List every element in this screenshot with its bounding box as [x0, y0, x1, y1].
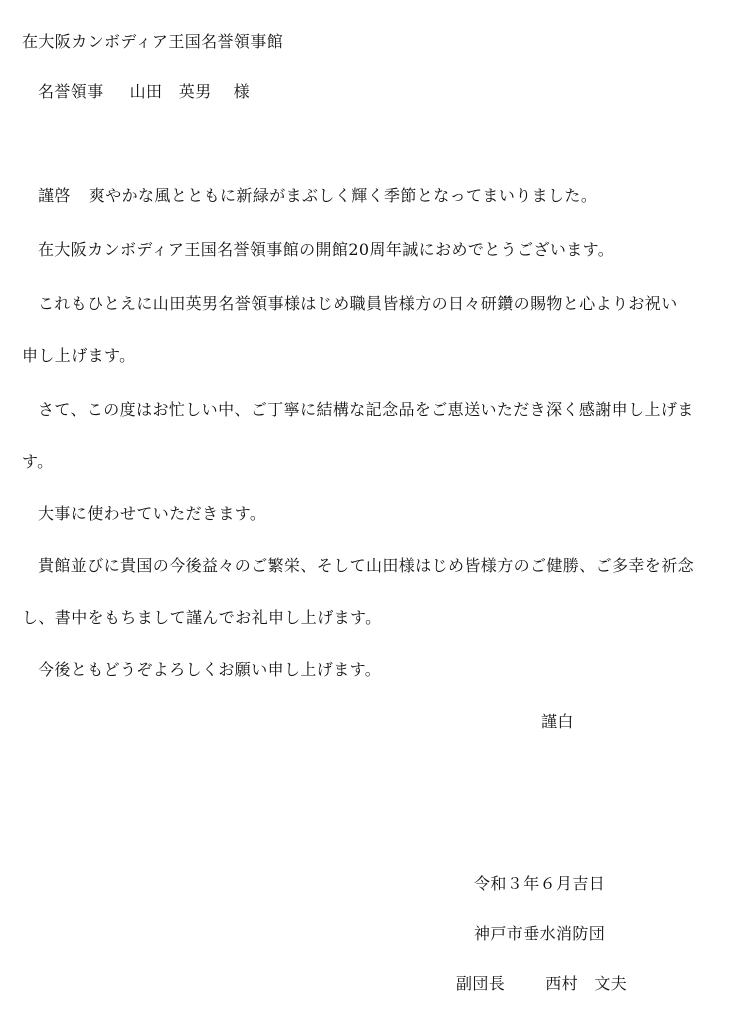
recipient-line: [38, 82, 250, 102]
recipient-honorific: 様: [233, 82, 251, 101]
recipient-org: 在大阪カンボディア王国名誉領事館: [22, 32, 284, 51]
body-line: 今後ともどうぞよろしくお願い申し上げます。: [38, 660, 382, 679]
body-line: し、書中をもちまして謹んでお礼申し上げます。: [22, 608, 382, 627]
recipient-name: 山田 英男: [129, 82, 212, 101]
body-line: 貴館並びに貴国の今後益々のご繁栄、そして山田様はじめ皆様方のご健勝、ご多幸を祈念: [38, 556, 695, 575]
greeting-text: 爽やかな風とともに新緑がまぶしく輝く季節となってまいりました。: [88, 186, 598, 205]
recipient-title: 名誉領事: [38, 82, 104, 101]
signature-date: 令和３年６月吉日: [474, 874, 606, 893]
closing-word: 謹白: [541, 712, 574, 731]
signature-title: 副団長: [456, 974, 506, 993]
signature-name: 西村 文夫: [545, 974, 628, 993]
body-line: 在大阪カンボディア王国名誉領事館の開館20周年誠におめでとうございます。: [38, 240, 615, 259]
greeting-line: [38, 186, 597, 206]
body-line: これもひとえに山田英男名誉領事様はじめ職員皆様方の日々研鑽の賜物と心よりお祝い: [38, 294, 678, 313]
signature-organization: 神戸市垂水消防団: [474, 924, 606, 943]
body-line: 大事に使わせていただきます。: [38, 504, 267, 523]
body-line: さて、この度はお忙しい中、ご丁寧に結構な記念品をご恵送いただき深く感謝申し上げま: [38, 400, 694, 419]
greeting-word: 謹啓: [38, 186, 71, 205]
body-line: す。: [22, 452, 54, 471]
body-line: 申し上げます。: [22, 346, 136, 365]
signature-line: [456, 974, 627, 994]
